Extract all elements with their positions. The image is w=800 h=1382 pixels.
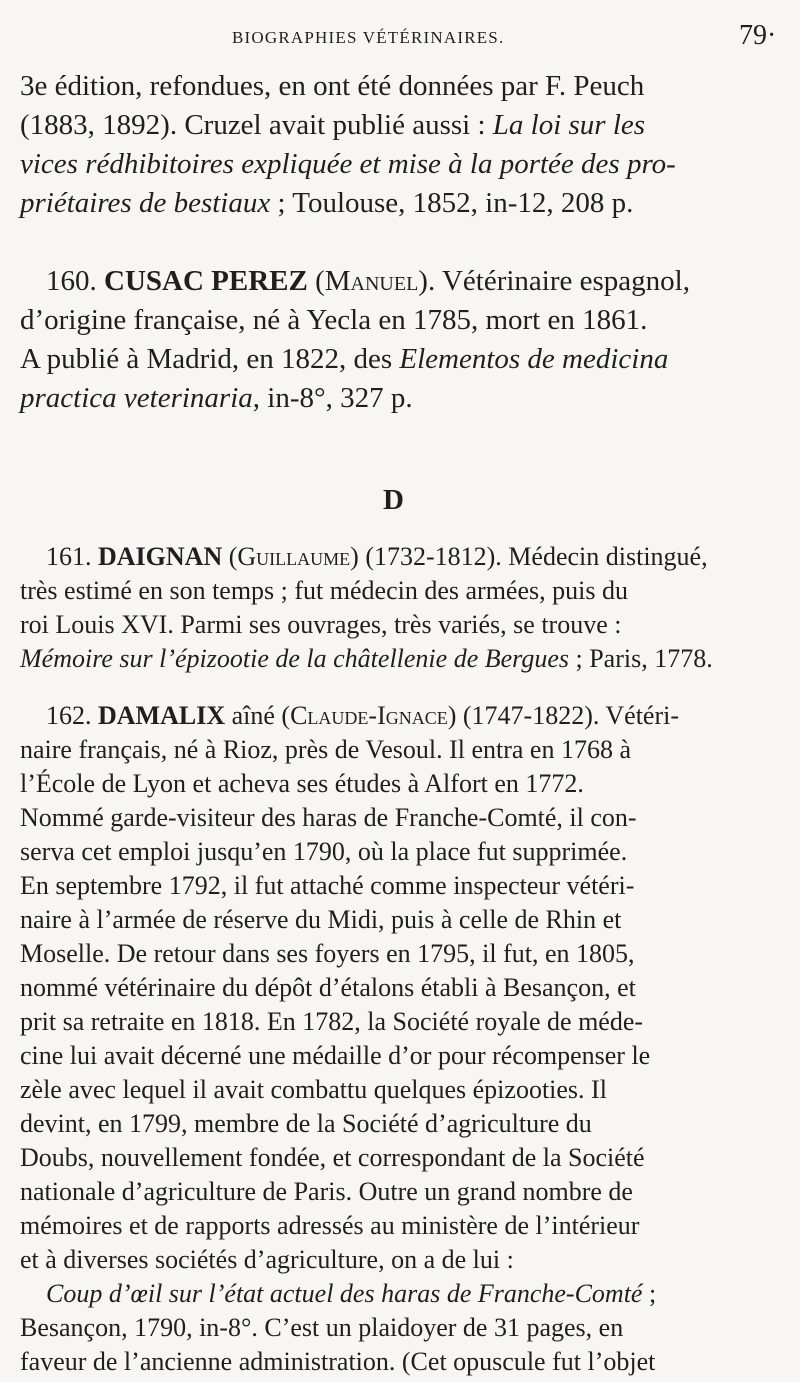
- text-line: faveur de l’ancienne administration. (Cet opuscule fut l’objet: [20, 1347, 656, 1376]
- continuation-paragraph: [20, 67, 770, 223]
- entry-161: [20, 540, 770, 676]
- text-line: Doubs, nouvellement fondée, et correspondant de la Société: [20, 1143, 645, 1172]
- book-title-line: vices rédhibitoires expliquée et mise à la portée des pro-: [20, 148, 676, 180]
- text-line: 3e édition, refondues, en ont été données par F. Peuch: [20, 70, 645, 102]
- entry-160: [20, 262, 770, 418]
- book-title-run: Mémoire sur l’épizootie de la châtellenie de Bergues: [20, 644, 569, 673]
- text-line: nationale d’agriculture de Paris. Outre un grand nombre de: [20, 1177, 633, 1206]
- entry-162: [20, 699, 770, 1379]
- entry-number: 161.: [46, 542, 98, 571]
- text-run: (1747-1822). Vétéri-: [456, 701, 680, 730]
- text-line: naire français, né à Rioz, près de Vesoul. Il entra en 1768 à: [20, 735, 632, 764]
- text-line: zèle avec lequel il avait combattu quelques épizooties. Il: [20, 1075, 607, 1104]
- text-run: , in-8°, 327 p.: [252, 382, 413, 414]
- text-line: mémoires et de rapports adressés au ministère de l’intérieur: [20, 1211, 640, 1240]
- text-run: ; Paris, 1778.: [568, 644, 713, 673]
- entry-forename: (Guillaume): [222, 542, 359, 571]
- text-line: prit sa retraite en 1818. En 1782, la Société royale de méde-: [20, 1007, 644, 1036]
- text-line: Moselle. De retour dans ses foyers en 1795, il fut, en 1805,: [20, 939, 635, 968]
- entry-number: 160.: [46, 265, 104, 297]
- text-line: cine lui avait décerné une médaille d’or pour récompenser le: [20, 1041, 651, 1070]
- running-title: BIOGRAPHIES VÉTÉRINAIRES.: [232, 28, 505, 47]
- book-title-run: Elementos de medicina: [399, 343, 669, 375]
- entry-heading-line: [20, 262, 770, 301]
- book-title-run: Coup d’œil sur l’état actuel des haras de Franche-Comté: [46, 1279, 643, 1308]
- text-line: naire à l’armée de réserve du Midi, puis à celle de Rhin et: [20, 905, 622, 934]
- text-run: ;: [642, 1279, 657, 1308]
- entry-forename: (Claude-Ignace): [274, 701, 457, 730]
- running-header: [0, 20, 800, 50]
- entry-heading-line: [20, 699, 770, 733]
- page-number: 79·: [739, 20, 777, 51]
- entry-heading-line: [20, 540, 770, 574]
- book-title-run: La loi sur les: [492, 109, 646, 141]
- text-line: Nommé garde-visiteur des haras de Franche-Comté, il con-: [20, 803, 637, 832]
- text-line: [20, 642, 770, 676]
- text-run: . Vétérinaire espagnol,: [427, 265, 690, 297]
- text-run: ; Toulouse, 1852, in-12, 208 p.: [270, 187, 634, 219]
- book-title-run: priétaires de bestiaux: [20, 187, 271, 219]
- entry-name: DAIGNAN: [98, 542, 223, 571]
- text-line: roi Louis XVI. Parmi ses ouvrages, très variés, se trouve :: [20, 610, 622, 639]
- text-line: [20, 379, 770, 418]
- text-run: A publié à Madrid, en 1822, des: [20, 343, 400, 375]
- text-run: (1883, 1892). Cruzel avait publié aussi :: [20, 109, 493, 141]
- entry-name: DAMALIX: [98, 701, 226, 730]
- text-line: très estimé en son temps ; fut médecin des armées, puis du: [20, 576, 628, 605]
- entry-forename: (Manuel): [307, 265, 428, 297]
- entry-number: 162.: [46, 701, 98, 730]
- entry-name-suffix: aîné: [225, 701, 275, 730]
- text-line: [20, 340, 770, 379]
- text-run: (1732-1812). Médecin distingué,: [358, 542, 708, 571]
- book-title-run: practica veterinaria: [20, 382, 253, 414]
- text-line: serva cet emploi jusqu’en 1790, où la place fut supprimée.: [20, 837, 628, 866]
- text-line: l’École de Lyon et acheva ses études à Alfort en 1772.: [20, 769, 584, 798]
- text-line: Besançon, 1790, in-8°. C’est un plaidoyer de 31 pages, en: [20, 1313, 624, 1342]
- text-line: [20, 106, 770, 145]
- text-line: [20, 1277, 770, 1311]
- text-line: d’origine française, né à Yecla en 1785, mort en 1861.: [20, 304, 648, 336]
- section-letter: D: [383, 484, 404, 516]
- entry-name: CUSAC PEREZ: [104, 265, 308, 297]
- text-line: et à diverses sociétés d’agriculture, on a de lui :: [20, 1245, 514, 1274]
- text-line: nommé vétérinaire du dépôt d’étalons établi à Besançon, et: [20, 973, 636, 1002]
- text-line: devint, en 1799, membre de la Société d’agriculture du: [20, 1109, 592, 1138]
- text-line: En septembre 1792, il fut attaché comme inspecteur vétéri-: [20, 871, 635, 900]
- text-line: [20, 184, 770, 223]
